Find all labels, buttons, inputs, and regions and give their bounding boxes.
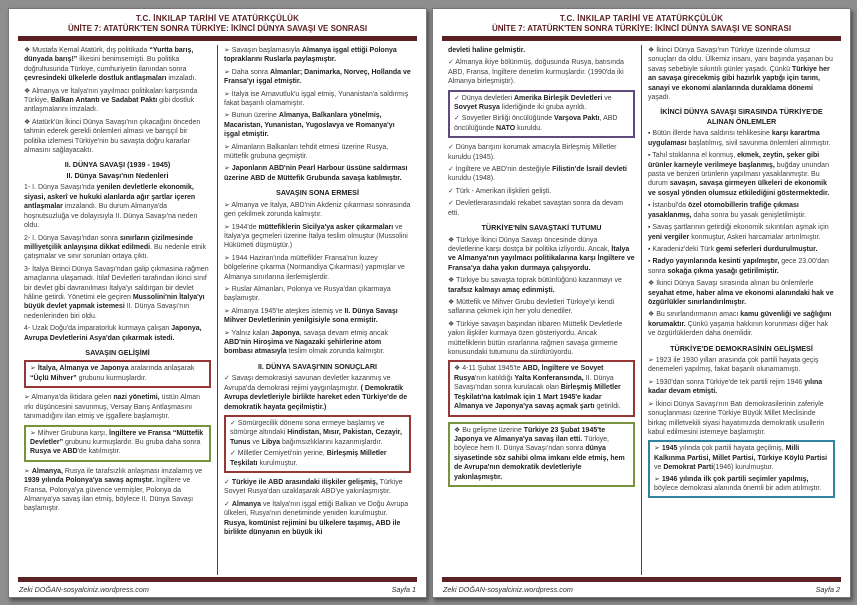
paragraph (30, 429, 205, 457)
text-run: İKİNCİ DÜNYA SAVAŞI SIRASINDA TÜRKİYE'DE ALINAN ÖNLEMLER (660, 107, 823, 126)
bold-text-run: Birleşmiş Milletler Teşkilatı (230, 450, 387, 467)
bold-text-run: Mussolini'nin İtalya'yı büyük devlet yapmak istemesi (24, 293, 205, 311)
text-run: grubunu kurmuşlardır. Bu gruba daha sonra (63, 438, 201, 446)
text-run: ✓ Dünya devletleri (454, 94, 514, 102)
text-run: , savaşa devam etmiş ancak (299, 329, 388, 337)
text-run: ➢ 1930'dan sonra Türkiye'de tek partili rejim 1946 (648, 378, 805, 386)
paragraph (648, 223, 835, 242)
text-run: ➢ (224, 165, 232, 173)
text-run: TÜRKİYE'DE DEMOKRASİNİN GELİŞMESİ (670, 343, 813, 353)
paragraph (24, 393, 211, 421)
callout-box (448, 360, 635, 416)
text-run: ve İtalya'ya geçmeleri üzerine İtalya teslim olmuştur (Mussolini Hükümeti düşmüştür.) (224, 223, 408, 250)
bold-text-run: Almanya, (31, 467, 63, 475)
paragraph (224, 307, 411, 326)
text-run: konmuştur, Askeri harcamalar artırılmıştır. (689, 233, 821, 241)
paragraph (224, 143, 411, 162)
text-run: ❖ Türkiye İkinci Dünya Savaşı öncesinde dünya devletlerine karşı dostça bir politika izliyordu. Ancak, (448, 236, 612, 253)
paragraph (224, 285, 411, 304)
text-run: ✓ Milletler Cemiyeti'nin yerine, (230, 450, 327, 458)
bold-text-run: Japonya, Avrupa Devletlerini Asya'dan çıkarmak istedi. (24, 325, 202, 342)
paragraph (648, 151, 835, 198)
text-run: SAVAŞIN GELİŞİMİ (85, 347, 150, 357)
section-heading (648, 107, 835, 126)
bold-text-run: Türkiye 23 Şubat 1945'te Japonya ve Almanya'ya savaş ilan etti. (454, 426, 606, 443)
text-run: imzalandı. Bu durum Almanya'da hoşnutsuzluğa ve dolayısıyla II. Dünya Savaşı'na neden oldu. (24, 203, 198, 230)
bold-text-run: “Yurtta barış, dünyada barış!” (24, 47, 194, 64)
paragraph (230, 449, 405, 468)
paragraph (24, 118, 211, 156)
paragraph (448, 199, 635, 218)
paragraph (454, 114, 629, 133)
text-run: ❖ Bu sınırlandırmanın amacı (648, 311, 741, 319)
text-run: teslim olmak zorunda kalmıştır. (286, 348, 385, 356)
bold-text-run: Radyo yayınlarında kesinti yapılmıştır, (652, 258, 780, 266)
paragraph (24, 265, 211, 321)
bold-text-run: Almanlar; Danimarka, Norveç, Hollanda ve Fransa'yı işgal etmiştir. (224, 68, 411, 86)
paragraph (648, 400, 835, 438)
paragraph (448, 143, 635, 162)
bold-text-run: yeni vergiler (648, 233, 690, 241)
text-run: ➢ Almanların Balkanları tehdit etmesi üzerine Rusya, müttefik grubuna geçmiştir. (224, 143, 389, 161)
bold-text-run: 1945 (661, 445, 678, 453)
bold-text-run: ABD'nin Hiroşima ve Nagazaki şehirlerine atom bombası atmasıyla (224, 339, 382, 356)
paragraph (24, 87, 211, 115)
text-run: ❖ Bu gelişme üzerine (454, 426, 524, 434)
text-run: ➢ Almanya 1945'te ateşkes istemiş ve (224, 307, 345, 315)
text-run: ❖ Atatürk'ün İkinci Dünya Savaşı'nın çıkacağını önceden tahmin ederek gerekli önlemleri alması ve barışçıl bir politika izlemesi Türkiye'nin bu savaşta doğru kararlar almasını sağlayacaktı. (24, 118, 201, 155)
footer-site-link[interactable]: Zeki DOĞAN-sosyalciniz.wordpress.com (443, 585, 573, 594)
bold-text-run: Türkiye ile ABD arasındaki ilişkiler gelişmiş, (231, 479, 378, 487)
text-run: II. Dünya Savaşı'nın Nedenleri (66, 170, 169, 180)
paragraph (224, 374, 411, 412)
text-run: II. DÜNYA SAVAŞI (1939 - 1945) (64, 160, 171, 170)
footer-page-number: Sayfa 1 (391, 585, 416, 594)
paragraph (224, 329, 411, 357)
bold-text-run: Filistin'de İsrail devleti (552, 166, 627, 174)
text-run: ✓ Savaşı demokrasiyi savunan devletler kazanmış ve Avrupa'da demokrasi rejimi yaygınlaşmıştır. (224, 375, 391, 392)
text-run: ✓ (224, 479, 232, 487)
paragraph (224, 90, 411, 109)
bold-text-run: Sovyet Rusya (454, 104, 500, 112)
text-run: ▪ Tahıl stoklarına el konmuş, (648, 152, 738, 160)
text-run: ▪ Karadeniz'deki Türk (648, 245, 716, 253)
paragraph (454, 364, 629, 411)
bold-text-run: özel otomobillerin trafiğe çıkması yasaklanmış, (648, 202, 799, 219)
paragraph (654, 475, 829, 494)
bold-text-run: Libya (261, 438, 281, 446)
text-run: ve (654, 464, 664, 472)
text-run: ➢ (654, 445, 662, 453)
paragraph (648, 46, 835, 102)
paragraph (224, 478, 411, 497)
text-run: ➢ İtalya ise Arnavutluk'u işgal etmiş, Yunanistan'a saldırmış fakat başarılı olamamıştır. (224, 90, 409, 108)
column-right (641, 45, 841, 575)
text-run: yaşadı. (648, 94, 671, 102)
text-run: ❖ Müttefik ve Mihver Grubu devletleri Türkiye'yi kendi saflarına çekmek için her yolu denediler. (448, 299, 615, 316)
text-run: ✓ (224, 500, 232, 508)
text-run: ve (602, 94, 612, 102)
text-run: ✓ Sovyetler Birliği öncülüğünde (454, 115, 555, 123)
paragraph (30, 364, 205, 383)
bold-text-run: yılına kadar devam etmişti. (648, 378, 823, 396)
text-run: II. Dünya Savaşı'ndan sonra kurulacak olan (454, 374, 614, 392)
bold-text-run: ekmek, zeytin, şeker gibi ürünler karneyle verilmeye başlanmış, (648, 152, 820, 169)
bold-text-run: sokağa çıkma yasağı getirilmiştir. (667, 267, 779, 275)
text-run: ❖ Türkiye bu savaşta toprak bütünlüğünü kazanmayı ve (448, 277, 622, 285)
section-heading (24, 160, 211, 170)
bold-text-run: gemi seferleri durdurulmuştur. (715, 245, 818, 253)
text-run: ❖ Türkiye savaşın başından itibaren Müttefik Devletlerle yakın ilişkiler kurmaya özen gösteriyordu. Ancak müttefiklerin bütün ısrarlarına rağmen savaşa girmeme konusundaki tutumunu da sürdürüyordu. (448, 320, 623, 357)
paragraph (448, 46, 635, 55)
bold-text-run: İtalya ve Almanya'nın yayılmacı politikalarına karşı İngiltere ve Fransa'ya daha yakın durmaya çalışıyordu. (448, 246, 635, 272)
bold-text-run: Rusya ve ABD (30, 448, 78, 456)
bold-text-run: NATO (496, 124, 516, 132)
bold-text-run: ABD, İngiltere ve Sovyet Rusya (454, 365, 604, 382)
text-run: ➢ Savaşın başlamasıyla (224, 47, 302, 54)
page-columns (442, 45, 841, 575)
callout-box (24, 425, 211, 462)
text-run: ✓ Dünya barışını korumak amacıyla Birleşmiş Milletler kuruldu (1945). (448, 144, 617, 161)
bold-text-run: Türkiye her an savaşa girecekmiş gibi hazırlık yaptığı için tarım, sanayi ve ekonomi alanlarında duraklama dönemi (648, 65, 830, 92)
paragraph (448, 320, 635, 358)
section-heading (224, 362, 411, 372)
text-run: ✓ Almanya ikiye bölünmüş, doğusunda Rusya, batısında ABD, Fransa, İngiltere denetim kurmuşlardır. (1990'da iki Almanya birleşmiştir). (448, 59, 624, 86)
bold-text-run: II. Dünya Savaşı Mihver Devletlerinin yenilgisiyle sona ermiştir. (224, 307, 398, 325)
bold-text-run: Balkan Antantı ve Sadabat Paktı (50, 97, 158, 105)
bold-text-run: Birleşmiş Milletler Teşkilatı'na katılmak için 1 Mart 1945'e kadar Almanya ve Japonya'ya savaş açmak şartı (454, 384, 621, 411)
page-header (18, 14, 417, 33)
text-run: yılında çok partili hayata geçilmiş, (677, 445, 786, 453)
text-run: ➢ Yalnız kalan (224, 329, 272, 337)
paragraph (648, 279, 835, 307)
text-run: Türkiye, böylece hem II. Dünya Savaşı'ndan sonra (454, 435, 609, 453)
paragraph (230, 419, 405, 447)
paragraph (224, 68, 411, 87)
text-run: gece 23.00'dan sonra (648, 258, 829, 275)
bold-text-run: Yalta Konferansında, (514, 374, 584, 382)
paragraph (654, 444, 829, 472)
page-columns (18, 45, 417, 575)
text-run: 'nın katıldığı (475, 374, 515, 382)
column-left (442, 45, 641, 575)
paragraph (648, 356, 835, 375)
bold-text-run: Varşova Paktı (554, 115, 600, 123)
bold-text-run: nazi yönetimi, (113, 394, 160, 402)
text-run: 'de katılmıştır. (77, 448, 121, 456)
paragraph (648, 257, 835, 276)
callout-box (224, 415, 411, 473)
paragraph (454, 94, 629, 113)
bold-text-run: devleti haline gelmiştir. (448, 47, 526, 54)
bold-text-run: Almanya işgal ettiği Polonya topraklarını Ruslarla paylaşmıştır. (224, 47, 397, 64)
text-run: grubunu kurmuşlardır. (76, 374, 147, 382)
paragraph (448, 276, 635, 295)
paragraph (224, 500, 411, 538)
callout-box (448, 422, 635, 487)
text-run: üstün Alman ırkı düşüncesini savunmuş, Versay Barış Antlaşmasını tanımadığını ilan etmiş ve işgallere başlamıştır. (24, 394, 201, 421)
bold-text-run: Japonların ABD'nin Pearl Harbour üssüne saldırması üzerine ABD de Müttefik Grubunda savaşa katılmıştır. (224, 165, 408, 182)
bold-text-run: Demokrat Parti (663, 464, 714, 472)
document-title: T.C. İNKILAP TARİHİ VE ATATÜRKÇÜLÜK (559, 14, 724, 23)
paragraph (454, 426, 629, 482)
text-run: ❖ İkinci Dünya Savaşı sırasında alınan bu önlemlerle (648, 280, 814, 288)
paragraph (224, 201, 411, 220)
text-run: 3- İtalya Birinci Dünya Savaşı'ndan galip çıkmasına rağmen amaçlarına ulaşamadı. İtilaf Devletleri tarafından ikinci sınıf bir devlet gibi davranılması İtalya'yı saldırgan bir devlet hâline getirdi. Yönetimi ele geçiren (24, 265, 209, 301)
text-run: II. Dünya Savaşı'nın nedenlerinden biri oldu. (24, 303, 190, 320)
paragraph (648, 310, 835, 338)
footer-page-number: Sayfa 2 (815, 585, 840, 594)
text-run: ➢ Mihver Grubuna karşı, (30, 429, 110, 437)
paragraph (648, 201, 835, 220)
paragraph (224, 164, 411, 183)
bold-text-run: Rusya, komünist rejimini bu ülkelere taşımış, ABD ile birlikte dünyanın en büyük iki (224, 519, 401, 537)
bold-text-run: Milli Kalkınma Partisi, Millet Partisi, Türkiye Köylü Partisi (654, 445, 828, 462)
text-run: buğday unundan pasta ve benzeri ürünlerin yapılması yasaklanmıştır. Bu durum (648, 161, 829, 188)
text-run: , ABD öncülüğünde (454, 115, 618, 132)
footer-site-link[interactable]: Zeki DOĞAN-sosyalciniz.wordpress.com (19, 585, 149, 594)
paragraph (224, 223, 411, 251)
paragraph (448, 236, 635, 274)
paragraph (648, 245, 835, 254)
bold-text-run: ( Demokratik Avrupa devletleriyle birlikte hareket eden Türkiye'de de demokratik hayata geçilmiştir.) (224, 384, 408, 411)
text-run: imzaladı. (166, 75, 197, 83)
text-run: SAVAŞIN SONA ERMESİ (276, 188, 359, 198)
text-run: bağımsızlıklarını kazanmışlardır. (280, 438, 383, 446)
bold-text-run: Amerika Birleşik Devletleri (513, 94, 603, 102)
text-run: Rusya ile tarafsızlık anlaşması imzalamış ve (62, 467, 203, 475)
text-run: TÜRKİYE'NİN SAVAŞTAKİ TUTUMU (481, 223, 602, 233)
bold-text-run: Hindistan, Mısır, Pakistan, Cezayir, Tunus (230, 429, 402, 446)
bold-text-run: Almanya, Balkanlara yönelmiş, Macaristan, Yunanistan, Yugoslavya ve Romanya'yı işgal etmiştir. (224, 112, 395, 139)
text-run: ✓ Türk - Amerikan ilişkileri gelişti. (448, 187, 552, 195)
text-run: gibi dostluk antlaşmalarını imzaladı. (24, 97, 195, 114)
paragraph (448, 187, 635, 196)
paragraph (24, 324, 211, 343)
text-run: ➢ Almanya ve İtalya, ABD'nin Akdeniz çıkarması sonrasında geri çekilmek zorunda kalmıştır. (224, 201, 411, 219)
text-run: kurulmuştur. (257, 459, 298, 467)
paragraph (648, 129, 835, 148)
section-heading (24, 348, 211, 358)
section-heading (648, 344, 835, 354)
bold-text-run: müttefiklerin Sicilya'ya asker çıkarmaları (258, 223, 394, 231)
paragraph (24, 183, 211, 230)
paragraph (224, 254, 411, 282)
text-run: Türkiye Sovyet Rusya'dan uzaklaşarak ABD'ye yakınlaşmıştır. (224, 479, 403, 496)
text-run: daha sonra bu yasak genişletilmiştir. (691, 211, 806, 219)
text-run: II. DÜNYA SAVAŞI'NIN SONUÇLARI (257, 361, 378, 371)
paragraph (448, 58, 635, 86)
text-run: kuruldu (1948). (448, 175, 496, 183)
document-page (432, 8, 851, 598)
bold-text-run: sınırların çizilmesinde milliyetçilik anlayışına dikkat edilmedi (24, 234, 194, 251)
text-run: ➢ İkinci Dünya Savaşı'nın Batı demokrasilerinin zaferiyle sonuçlanması üzerine Türkiye Büyük Millet Meclisinde birkaç milletvekili siyasi hayatımızda demokratik usullerin kabul edilmesini istemeye başlamıştır. (648, 400, 825, 436)
page-header (442, 14, 841, 33)
text-run: başlatılmış, sivil savunma önlemleri alınmıştır. (686, 139, 831, 147)
text-run: Çünkü yaşama hakkının korunması diğer hak ve özgürlüklerden daha önemlidir. (648, 320, 829, 338)
text-run: ➢ (30, 365, 38, 373)
bold-text-run: “Üçlü Mihver” (30, 374, 77, 382)
text-run: İngiltere ve Fransa, Polonya'ya güvence vermişler, Polonya da Almanya'ya savaş ilan etmiş, böylece II. Dünya Savaşı başlamıştır. (24, 477, 194, 513)
page-footer (18, 582, 417, 594)
text-run: ❖ İkinci Dünya Savaşı'nın Türkiye üzerinde olumsuz sonuçları da oldu. Ülkemiz insanı, yanı başında yaşanan bu savaş sebebiyle sıkıntılı günler yaşadı. Çünkü (648, 47, 833, 73)
section-heading (224, 188, 411, 198)
text-run: (1946) kurulmuştur. (713, 464, 774, 472)
text-run: getirildi. (594, 403, 621, 411)
text-run: ➢ Ruslar Almanları, Polonya ve Rusya'dan çıkarmaya başlamıştır. (224, 286, 391, 303)
text-run: 2- I. Dünya Savaşı'ndan sonra (24, 234, 120, 242)
text-run: ✓ Devletlerarasındaki rekabet savaştan sonra da devam etti. (448, 200, 624, 217)
text-run: ➢ Daha sonra (224, 68, 270, 76)
bold-text-run: 1946 yılında ilk çok partili seçimler yapılmış, (661, 475, 809, 483)
document-page (8, 8, 427, 598)
paragraph (224, 46, 411, 65)
text-run: ▪ Savaş şartlarının getirdiği ekonomik sıkıntıları aşmak için (648, 224, 829, 232)
text-run: ➢ (654, 475, 662, 483)
bold-text-run: 1939 yılında Polonya'ya savaş açmıştır. (24, 477, 155, 485)
bold-text-run: karşı karartma uygulaması (648, 130, 820, 147)
text-run: ➢ (24, 467, 32, 475)
unit-title: ÜNİTE 7: ATATÜRK'TEN SONRA TÜRKİYE: İKİNCİ DÜNYA SAVAŞI VE SONRASI (491, 24, 792, 33)
text-run: ➢ 1923 ile 1930 yılları arasında çok partili hayata geçiş denemeleri yapılmış, fakat başarılı olunamamıştı. (648, 357, 819, 374)
callout-box (648, 440, 835, 498)
text-run: ➢ 1944'de (224, 223, 259, 231)
text-run: 4- Uzak Doğu'da imparatorluk kurmaya çalışan (24, 325, 172, 333)
text-run: ve (250, 438, 262, 446)
text-run: ▪ (648, 258, 653, 266)
header-rule (18, 36, 417, 41)
page-footer (442, 582, 841, 594)
paragraph (24, 46, 211, 84)
text-run: ❖ 4-11 Şubat 1945'te (454, 365, 523, 373)
column-right (217, 45, 417, 575)
text-run: ✓ İngiltere ve ABD'nin desteğiyle (448, 166, 553, 174)
text-run: liderliğinde iki gruba ayrıldı. (499, 104, 587, 112)
paragraph (448, 165, 635, 184)
bold-text-run: Japonya (271, 329, 300, 337)
callout-box (448, 90, 635, 139)
unit-title: ÜNİTE 7: ATATÜRK'TEN SONRA TÜRKİYE: İKİNCİ DÜNYA SAVAŞI VE SONRASI (67, 24, 368, 33)
text-run: ➢ Bunun üzerine (224, 112, 279, 120)
text-run: ➢ 1944 Haziran'ında müttefikler Fransa'nın kuzey bölgelerine çıkarma (Normandiya Çıkarması) yapmışlar ve Almanya sınırlarına ilerlemişlerdir. (224, 254, 405, 281)
bold-text-run: dünya siyasetinde söz sahibi olma imkanı elde etmiş, hem de Avrupa'nın demokratik devletleriyle yakınlaşmıştır. (454, 445, 625, 481)
bold-text-run: Almanya (231, 500, 261, 508)
paragraph (24, 234, 211, 262)
text-run: ✓ Sömürgecilik dönemi sona ermeye başlamış ve sömürge altındaki (230, 420, 385, 437)
paragraph (648, 378, 835, 397)
text-run: . Bu nedenle etnik çatışmalar ve sınır sorunları ortaya çıktı. (24, 243, 207, 261)
text-run: ❖ Almanya ve İtalya'nın yayılmacı politikaları karşısında Türkiye, (24, 87, 198, 105)
section-heading (448, 223, 635, 233)
text-run: kuruldu. (515, 124, 543, 132)
bold-text-run: savaşın, savaşa girmeyen ülkeleri de ekonomik ve sosyal yönden olumsuz etkilediğini göstermektedir. (648, 180, 830, 197)
bold-text-run: kamu güvenliği ve sağlığını korumaktır. (648, 311, 832, 328)
bold-text-run: yenilen devletlerle ekonomik, siyasi, askerî ve hukuki alanlarda ağır şartlar içeren antlaşmalar (24, 184, 196, 211)
paragraph (448, 298, 635, 317)
text-run: 1- I. Dünya Savaşı'nda (24, 184, 97, 192)
bold-text-run: İtalya, Almanya ve Japonya (37, 365, 129, 373)
text-run: ve İtalya'nın işgal ettiği Balkan ve Doğu Avrupa ülkeleri, Rusya'nın denetiminde yeniden kurulmuştur. (224, 500, 409, 518)
document-title: T.C. İNKILAP TARİHİ VE ATATÜRKÇÜLÜK (135, 14, 300, 23)
text-run: böylece demokrasi alanında önemli bir adım atılmıştır. (654, 484, 822, 492)
pages-container (8, 8, 851, 598)
text-run: ilkesini benimsemişti. Bu politika doğrultusunda Türkiye, cumhuriyetin ilanından sonra (24, 56, 187, 73)
section-heading (24, 171, 211, 181)
callout-box (24, 360, 211, 388)
bold-text-run: çevresindeki ülkelerle dostluk antlaşmaları (24, 75, 167, 83)
paragraph (224, 111, 411, 139)
header-rule (442, 36, 841, 41)
text-run: aralarında anlaşarak (128, 365, 195, 373)
text-run: ▪ İstanbul'da (648, 202, 689, 210)
column-left (18, 45, 217, 575)
text-run: ➢ Almanya'da iktidara gelen (24, 394, 114, 402)
bold-text-run: İngiltere ve Fransa “Müttefik Devletler” (30, 429, 204, 446)
text-run: ▪ Bütün illerde hava saldırısı tehlikesine (648, 130, 772, 138)
bold-text-run: seyahat etme, haber alma ve ekonomi alanındaki hak ve özgürlükler sınırlandırılmıştır. (648, 289, 834, 306)
paragraph (24, 467, 211, 514)
text-run: ❖ Mustafa Kemal Atatürk, dış politikada (24, 47, 150, 54)
bold-text-run: tarafsız kalmayı amaç edinmişti. (448, 286, 555, 294)
